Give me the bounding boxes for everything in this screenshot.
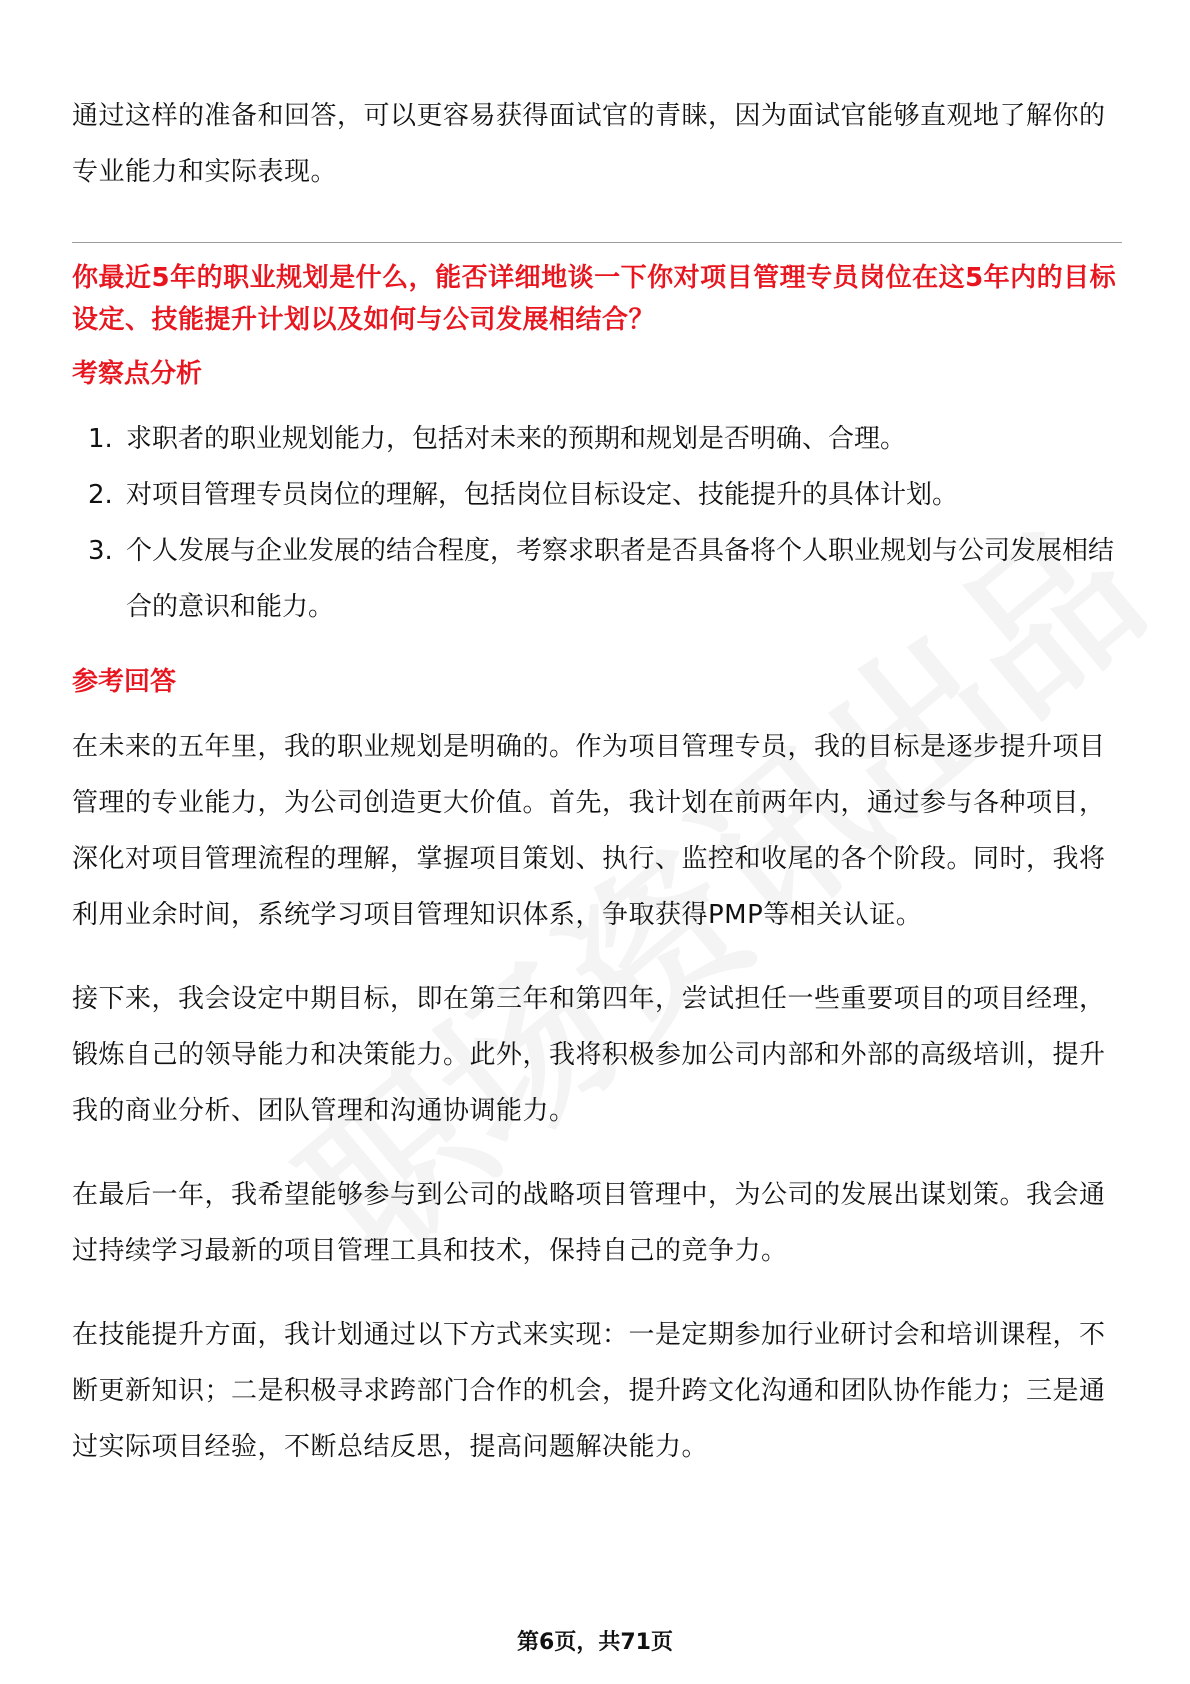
list-item-text: 对项目管理专员岗位的理解，包括岗位目标设定、技能提升的具体计划。	[126, 480, 959, 510]
list-item	[72, 467, 1122, 523]
list-item	[72, 411, 1122, 467]
answer-paragraph-1: 在未来的五年里，我的职业规划是明确的。作为项目管理专员，我的目标是逐步提升项目管理的专业能力，为公司创造更大价值。首先，我计划在前两年内，通过参与各种项目，深化对项目管理流程的理解，掌握项目策划、执行、监控和收尾的各个阶段。同时，我将利用业余时间，系统学习项目管理知识体系，争取获得PMP等相关认证。	[72, 732, 1106, 930]
list-item	[72, 523, 1122, 635]
list-item-text: 个人发展与企业发展的结合程度，考察求职者是否具备将个人职业规划与公司发展相结合的意识和能力。	[126, 536, 1115, 622]
list-item-number: 1.	[88, 424, 113, 454]
answer-heading: 参考回答	[72, 667, 177, 697]
page-content	[72, 88, 1122, 1475]
section-divider	[72, 242, 1122, 243]
interview-question: 你最近5年的职业规划是什么，能否详细地谈一下你对项目管理专员岗位在这5年内的目标设定、技能提升计划以及如何与公司发展相结合？	[72, 263, 1117, 335]
list-item-text: 求职者的职业规划能力，包括对未来的预期和规划是否明确、合理。	[126, 424, 907, 454]
answer-paragraph-2: 接下来，我会设定中期目标，即在第三年和第四年，尝试担任一些重要项目的项目经理，锻炼自己的领导能力和决策能力。此外，我将积极参加公司内部和外部的高级培训，提升我的商业分析、团队管理和沟通协调能力。	[72, 984, 1106, 1126]
answer-paragraph-4: 在技能提升方面，我计划通过以下方式来实现：一是定期参加行业研讨会和培训课程，不断更新知识；二是积极寻求跨部门合作的机会，提升跨文化沟通和团队协作能力；三是通过实际项目经验，不断总结反思，提高问题解决能力。	[72, 1320, 1106, 1462]
intro-paragraph: 通过这样的准备和回答，可以更容易获得面试官的青睐，因为面试官能够直观地了解你的专业能力和实际表现。	[72, 101, 1106, 187]
analysis-list	[72, 411, 1122, 635]
analysis-heading: 考察点分析	[72, 359, 203, 389]
page-number: 第6页，共71页	[517, 1630, 673, 1655]
list-item-number: 2.	[88, 480, 113, 510]
answer-paragraph-3: 在最后一年，我希望能够参与到公司的战略项目管理中，为公司的发展出谋划策。我会通过持续学习最新的项目管理工具和技术，保持自己的竞争力。	[72, 1180, 1106, 1266]
list-item-number: 3.	[88, 536, 113, 566]
